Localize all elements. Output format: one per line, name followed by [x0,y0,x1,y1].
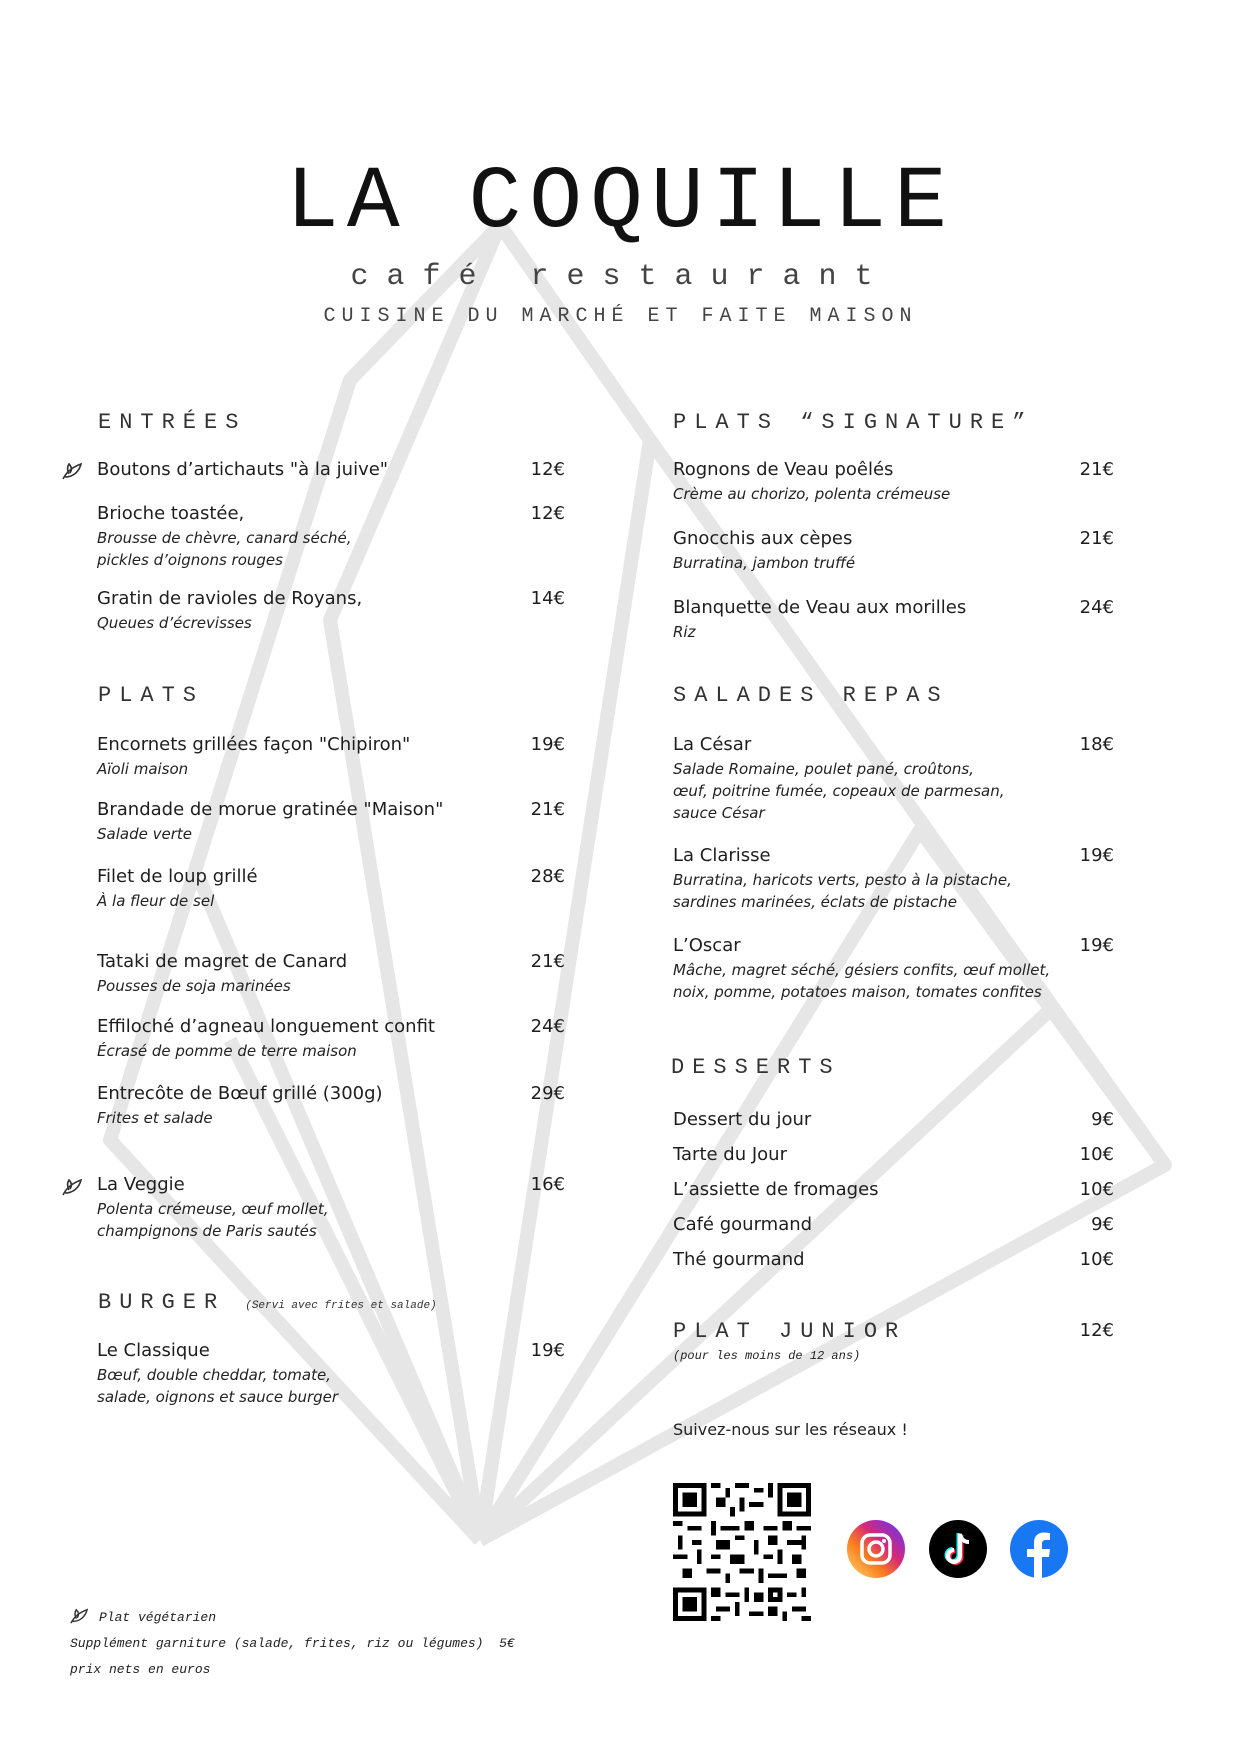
vegetarian-leaf-icon [69,1607,89,1625]
item-description: Pousses de soja marinées [97,977,291,995]
section-title-burger [98,1292,437,1314]
item-name: Thé gourmand [673,1249,805,1270]
item-name: La Veggie [97,1174,185,1195]
section-title-text: BURGER [98,1290,226,1315]
menu-item [673,1212,812,1238]
item-description: Queues d’écrevisses [97,614,252,632]
item-name: Brioche toastée, [97,503,245,524]
menu-item [673,1177,879,1203]
item-price: 10€ [1079,1144,1114,1165]
instagram-icon[interactable] [847,1520,905,1578]
restaurant-subtitle: café restaurant [350,260,891,294]
item-description: Salade verte [97,825,192,843]
item-description: Crème au chorizo, polenta crémeuse [673,485,951,503]
item-name: Rognons de Veau poêlés [673,459,894,480]
menu-item [673,1247,805,1273]
item-name: Gnocchis aux cèpes [673,528,853,549]
section-title-salades: SALADES REPAS [673,683,949,708]
item-price: 28€ [530,866,565,887]
item-description: Aïoli maison [97,760,189,778]
item-name: L’Oscar [673,935,741,956]
item-description: Riz [673,623,696,641]
item-name: Entrecôte de Bœuf grillé (300g) [97,1083,383,1104]
menu-item [97,797,443,845]
item-name: La César [673,734,752,755]
item-name: Filet de loup grillé [97,866,258,887]
item-description: pickles d’oignons rouges [97,551,283,569]
item-price: 24€ [1079,597,1114,618]
item-description: sauce César [673,804,765,822]
item-price: 19€ [530,734,565,755]
item-name: Tarte du Jour [673,1144,787,1165]
vegetarian-leaf-icon [61,461,83,481]
item-description: Polenta crémeuse, œuf mollet, [97,1200,329,1218]
section-title-plats: PLATS [98,683,205,708]
burger-note: (Servi avec frites et salade) [245,1300,437,1312]
item-description: Salade Romaine, poulet pané, croûtons, [673,760,974,778]
menu-item [97,949,347,997]
item-description: œuf, poitrine fumée, copeaux de parmesan, [673,782,1005,800]
menu-item [673,843,1012,913]
follow-us-text: Suivez-nous sur les réseaux ! [673,1420,908,1439]
item-description: noix, pomme, potatoes maison, tomates confites [673,983,1042,1001]
item-name: La Clarisse [673,845,771,866]
item-price: 29€ [530,1083,565,1104]
prices-note: prix nets en euros [70,1662,211,1677]
menu-item [97,1081,383,1129]
junior-price: 12€ [1079,1320,1114,1341]
supplement-note [70,1637,515,1650]
item-description: Burratina, haricots verts, pesto à la pistache, [673,871,1012,889]
veg-legend: Plat végétarien [99,1610,217,1625]
menu-item [97,501,351,571]
item-description: salade, oignons et sauce burger [97,1388,339,1406]
menu-item [97,864,258,912]
item-name: Boutons d’artichauts "à la juive" [97,459,389,480]
item-price: 10€ [1079,1179,1114,1200]
menu-item [673,933,1050,1003]
item-name: Blanquette de Veau aux morilles [673,597,967,618]
section-title-junior: PLAT JUNIOR [673,1319,907,1344]
item-name: Brandade de morue gratinée "Maison" [97,799,444,820]
item-price: 24€ [530,1016,565,1037]
menu-item [97,1014,435,1062]
item-description: Frites et salade [97,1109,213,1127]
menu-item [97,732,410,780]
item-name: Gratin de ravioles de Royans, [97,588,363,609]
menu-item [97,1172,329,1242]
section-title-entrees: ENTRÉES [98,410,247,435]
menu-item [97,1338,338,1408]
supplement-text: Supplément garniture (salade, frites, riz ou légumes) [70,1636,484,1651]
restaurant-tagline: CUISINE DU MARCHÉ ET FAITE MAISON [323,305,918,328]
item-name: Tataki de magret de Canard [97,951,348,972]
item-price: 19€ [530,1340,565,1361]
item-price: 14€ [530,588,565,609]
item-price: 21€ [530,951,565,972]
item-name: Effiloché d’agneau longuement confit [97,1016,435,1037]
item-price: 16€ [530,1174,565,1195]
menu-item [673,1142,787,1168]
item-name: Le Classique [97,1340,210,1361]
item-description: champignons de Paris sautés [97,1222,317,1240]
item-name: Café gourmand [673,1214,813,1235]
item-description: Écrasé de pomme de terre maison [97,1042,357,1060]
supplement-price: 5€ [499,1636,515,1651]
item-description: Burratina, jambon truffé [673,554,856,572]
item-price: 21€ [1079,459,1114,480]
restaurant-name: LA COQUILLE [286,154,955,253]
item-price: 21€ [530,799,565,820]
item-price: 12€ [530,503,565,524]
section-title-desserts: DESSERTS [671,1055,841,1080]
item-price: 19€ [1079,935,1114,956]
facebook-icon[interactable] [1010,1520,1068,1578]
item-description: À la fleur de sel [97,892,215,910]
menu-item [673,457,950,505]
item-description: sardines marinées, éclats de pistache [673,893,958,911]
item-name: Dessert du jour [673,1109,812,1130]
item-description: Brousse de chèvre, canard séché, [97,529,352,547]
junior-note: (pour les moins de 12 ans) [673,1349,861,1363]
item-description: Bœuf, double cheddar, tomate, [97,1366,331,1384]
item-name: L’assiette de fromages [673,1179,879,1200]
item-price: 12€ [530,459,565,480]
menu-item [97,586,362,634]
section-title-signature: PLATS “SIGNATURE” [673,410,1034,435]
item-price: 10€ [1079,1249,1114,1270]
menu-item [673,1107,811,1133]
menu-item [673,732,1005,824]
menu-item [97,457,388,483]
menu-item [673,526,855,574]
item-price: 18€ [1079,734,1114,755]
item-price: 21€ [1079,528,1114,549]
vegetarian-leaf-icon [61,1177,83,1197]
item-name: Encornets grillées façon "Chipiron" [97,734,411,755]
menu-item [673,595,966,643]
item-price: 19€ [1079,845,1114,866]
item-price: 9€ [1091,1214,1114,1235]
item-description: Mâche, magret séché, gésiers confits, œuf mollet, [673,961,1051,979]
tiktok-icon[interactable] [929,1520,987,1578]
item-price: 9€ [1091,1109,1114,1130]
qr-code[interactable] [673,1483,811,1621]
